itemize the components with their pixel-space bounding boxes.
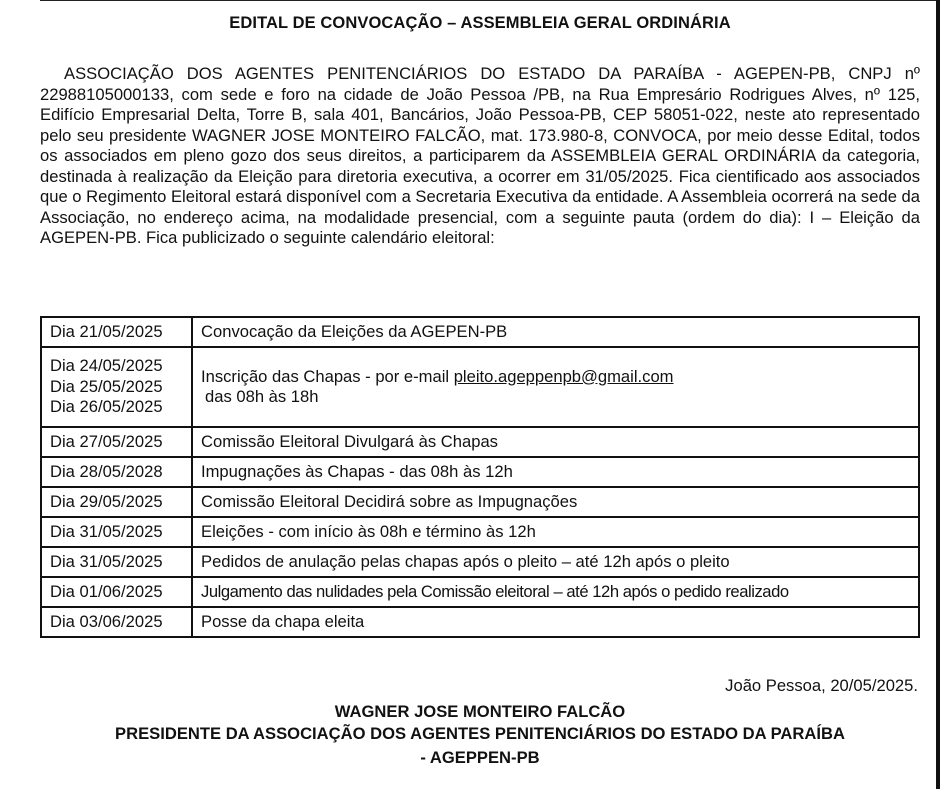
- email-link[interactable]: pleito.ageppenpb@gmail.com: [453, 366, 674, 386]
- calendar-event: Convocação da Eleições da AGEPEN-PB: [192, 317, 919, 347]
- signatory-name: WAGNER JOSE MONTEIRO FALCÃO: [334, 702, 626, 721]
- calendar-date: Dia 01/06/2025: [41, 577, 192, 607]
- calendar-event: Eleições - com início às 08h e término às 12h: [192, 517, 919, 547]
- table-row: [41, 607, 919, 637]
- calendar-date: [41, 317, 192, 347]
- notice-title: EDITAL DE CONVOCAÇÃO – ASSEMBLEIA GERAL ORDINÁRIA: [229, 14, 731, 32]
- table-row: [41, 487, 919, 517]
- table-row: [41, 547, 919, 577]
- table-row: [41, 577, 919, 607]
- event-time-text: das 08h às 18h: [205, 387, 319, 406]
- date-text: Dia 25/05/2025: [50, 376, 163, 396]
- event-line: [201, 367, 911, 388]
- table-row: [41, 457, 919, 487]
- calendar-date: Dia 03/06/2025: [41, 607, 192, 637]
- place-and-date: João Pessoa, 20/05/2025.: [725, 676, 918, 695]
- calendar-date: Dia 31/05/2025: [41, 547, 192, 577]
- calendar-event: Julgamento das nulidades pela Comissão eleitoral – até 12h após o pedido realizado: [192, 577, 919, 607]
- date-text: Dia 26/05/2025: [50, 397, 163, 417]
- calendar-date: Dia 29/05/2025: [41, 487, 192, 517]
- calendar-date: Dia 31/05/2025: [41, 517, 192, 547]
- table-row: [41, 517, 919, 547]
- calendar-event: Pedidos de anulação pelas chapas após o pleito – até 12h após o pleito: [192, 547, 919, 577]
- page-edge-rule: [936, 0, 940, 789]
- signatory-role: PRESIDENTE DA ASSOCIAÇÃO DOS AGENTES PENITENCIÁRIOS DO ESTADO DA PARAÍBA: [115, 724, 845, 743]
- table-row: [41, 317, 919, 347]
- signatory-organization: - AGEPPEN-PB: [420, 748, 540, 767]
- calendar-date: [41, 347, 192, 427]
- election-calendar-table: [40, 316, 920, 638]
- calendar-event: Impugnações às Chapas - das 08h às 12h: [192, 457, 919, 487]
- table-row: [41, 427, 919, 457]
- date-text: Dia 21/05/2025: [50, 321, 163, 341]
- table-row: [41, 347, 919, 427]
- top-rule: [40, 0, 940, 1]
- event-text: Inscrição das Chapas - por e-mail: [201, 366, 454, 386]
- notice-body: ASSOCIAÇÃO DOS AGENTES PENITENCIÁRIOS DO ESTADO DA PARAÍBA - AGEPEN-PB, CNPJ nº 22988105000133, com sede e foro na cidade de João Pessoa /PB, na Rua Empresário Rodrigues Alves, nº 125, Edifício Empresarial Delta, Torre B, sala 401, Bancários, João Pessoa-PB, CEP 58051-022, neste ato representado pelo seu presidente WAGNER JOSE MONTEIRO FALCÃO, mat. 173.980-8, CONVOCA, por meio desse Edital, todos os associados em pleno gozo dos seus direitos, a participarem da ASSEMBLEIA GERAL ORDINÁRIA da categoria, destinada à realização da Eleição para diretoria executiva, a ocorrer em 31/05/2025. Fica cientificado aos associados que o Regimento Eleitoral estará disponível com a Secretaria Executiva da entidade. A Assembleia ocorrerá na sede da Associação, no endereço acima, na modalidade presencial, com a seguinte pauta (ordem do dia): I – Eleição da AGEPEN-PB. Fica publicizado o seguinte calendário eleitoral:: [40, 64, 920, 247]
- calendar-event: [192, 347, 919, 427]
- calendar-date: Dia 28/05/2028: [41, 457, 192, 487]
- calendar-event: Posse da chapa eleita: [192, 607, 919, 637]
- calendar-event: Comissão Eleitoral Decidirá sobre as Impugnações: [192, 487, 919, 517]
- calendar-date: Dia 27/05/2025: [41, 427, 192, 457]
- calendar-event: Comissão Eleitoral Divulgará às Chapas: [192, 427, 919, 457]
- date-text: Dia 24/05/2025: [50, 356, 163, 376]
